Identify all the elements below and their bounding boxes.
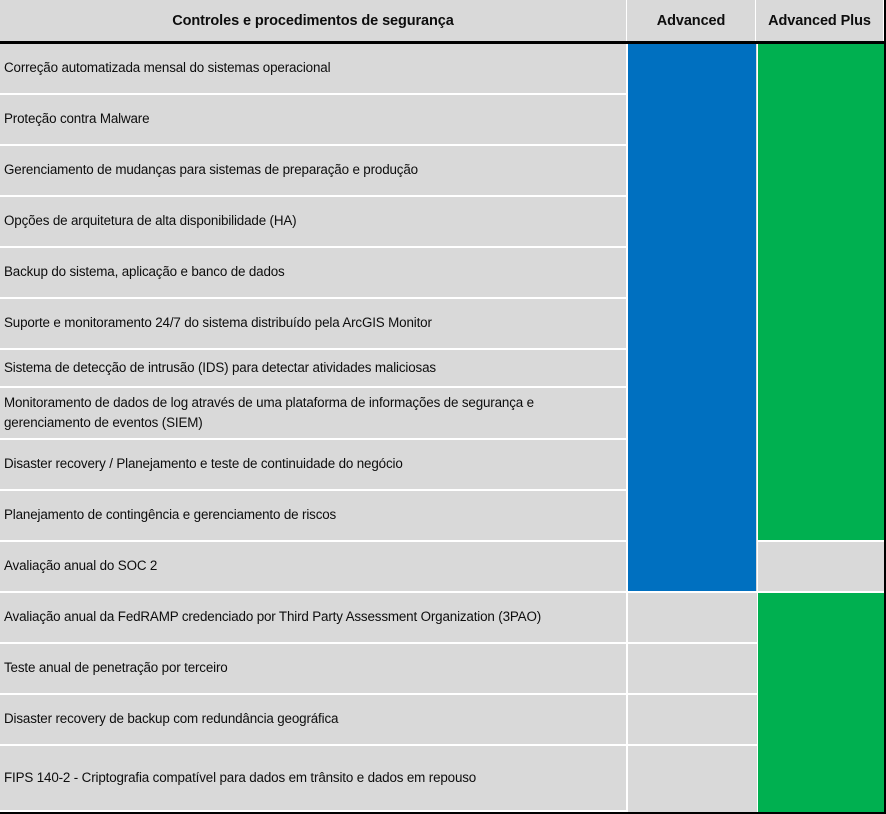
control-label: Opções de arquitetura de alta disponibilidade (HA) (4, 213, 297, 229)
table-row (0, 746, 627, 812)
control-label: Suporte e monitoramento 24/7 do sistema distribuído pela ArcGIS Monitor (4, 315, 432, 331)
column-header-control (0, 0, 627, 41)
column-header-advanced-label: Advanced (656, 12, 726, 29)
table-row (0, 491, 627, 542)
table-row (0, 248, 627, 299)
advanced-plus-column (757, 44, 884, 812)
table-row (0, 299, 627, 350)
table-row (0, 440, 627, 491)
table-header-row (0, 0, 884, 44)
control-label: Correção automatizada mensal do sistemas operacional (4, 60, 331, 76)
table-row (0, 197, 627, 248)
control-label: Disaster recovery de backup com redundância geográfica (4, 711, 339, 727)
control-label: Planejamento de contingência e gerenciamento de riscos (4, 507, 337, 523)
control-label: Avaliação anual da FedRAMP credenciado por Third Party Assessment Organization (3PAO) (4, 609, 542, 625)
control-label: Teste anual de penetração por terceiro (4, 660, 228, 676)
advanced-row-separator (627, 591, 757, 593)
advanced-plus-row-separator (757, 540, 884, 542)
advanced-row-separator (627, 642, 757, 644)
advanced-column (627, 44, 757, 812)
advanced-plus-included-block (758, 44, 884, 540)
table-row (0, 542, 627, 593)
table-row (0, 350, 627, 388)
column-header-advanced (627, 0, 756, 41)
advanced-included-block (628, 44, 756, 591)
control-label: Gerenciamento de mudanças para sistemas de preparação e produção (4, 162, 418, 178)
control-label: FIPS 140-2 - Criptografia compatível para dados em trânsito e dados em repouso (4, 769, 477, 785)
table-row (0, 695, 627, 746)
table-row (0, 644, 627, 695)
column-header-control-label: Controles e procedimentos de segurança (172, 12, 454, 29)
control-label: Disaster recovery / Planejamento e teste de continuidade do negócio (4, 456, 403, 472)
table-row (0, 593, 627, 644)
control-label: Sistema de detecção de intrusão (IDS) para detectar atividades maliciosas (4, 359, 436, 375)
table-row (0, 388, 627, 440)
advanced-row-separator (627, 693, 757, 695)
column-header-advanced-plus (756, 0, 883, 41)
advanced-plus-row-separator (757, 591, 884, 593)
table-row (0, 95, 627, 146)
column-header-advanced-plus-label: Advanced Plus (768, 12, 871, 29)
control-label: Avaliação anual do SOC 2 (4, 558, 158, 574)
control-label-column (0, 44, 627, 812)
control-label: Backup do sistema, aplicação e banco de dados (4, 264, 285, 280)
advanced-plus-included-block (758, 593, 884, 812)
table-row (0, 44, 627, 95)
control-label: Proteção contra Malware (4, 111, 150, 127)
control-label: Monitoramento de dados de log através de uma plataforma de informações de segurança e gerenciamento de eventos (SIEM) (4, 394, 534, 430)
table-body (0, 44, 884, 812)
advanced-row-separator (627, 744, 757, 746)
table-row (0, 146, 627, 197)
